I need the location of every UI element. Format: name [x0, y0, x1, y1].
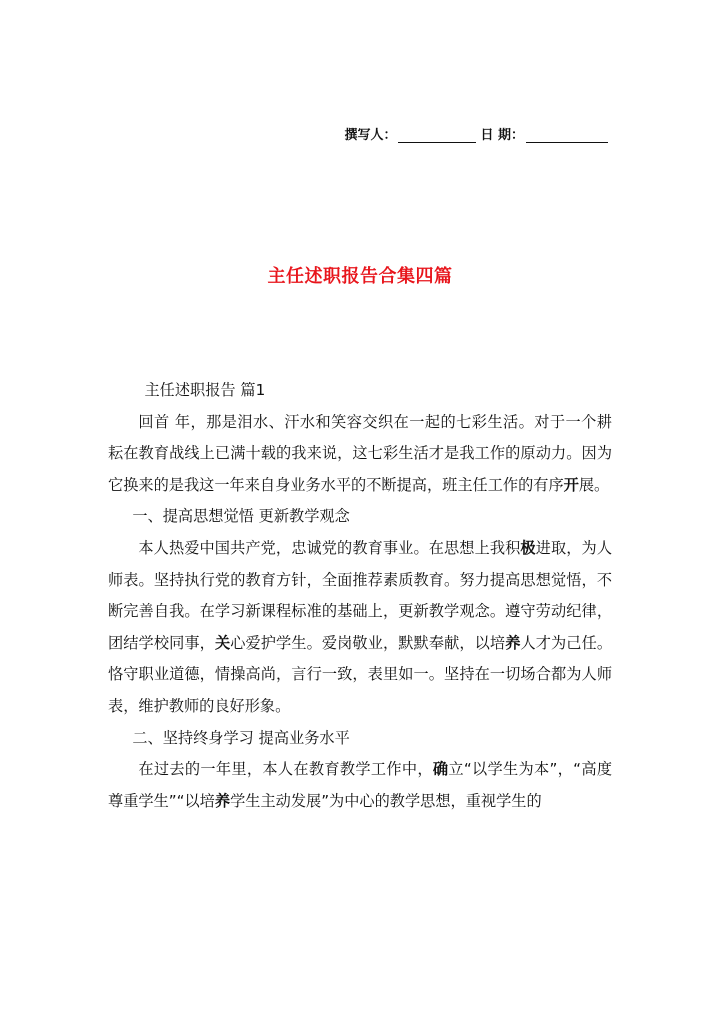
text-segment: 回首 年，那是泪水、汗水和笑容交织在一起的七彩生活。对于一个耕耘在教育战线上已满十载的我来说，这七彩生活才是我工作的原动力。因为它换来的是我这一年来自身业务水平的不断提高，班主任工作的有序	[108, 412, 612, 494]
author-label: 撰写人：	[344, 128, 397, 143]
text-segment: 本人热爱中国共产党，忠诚党的教育事业。在思想上我积	[138, 538, 521, 557]
text-segment: 心爱护学生。爱岗敬业，默默奉献，以培	[230, 633, 506, 652]
text-segment: 养	[505, 633, 521, 652]
body-paragraph	[108, 407, 612, 502]
date-label: 日 期：	[480, 128, 524, 143]
text-segment: 二、坚持终身学习 提高业务水平	[132, 728, 350, 747]
text-segment: 展。	[578, 475, 610, 494]
text-segment: 关	[214, 633, 231, 652]
text-segment: 在过去的一年里，本人在教育教学工作中，	[138, 760, 433, 779]
text-segment: 一、提高思想觉悟 更新教学观念	[132, 507, 350, 526]
date-blank	[526, 129, 608, 143]
section-heading	[108, 723, 612, 755]
text-segment: 极	[520, 538, 536, 557]
text-segment: 确	[432, 760, 449, 779]
text-segment: 养	[214, 791, 231, 810]
text-segment: 立“以学生为本”，“高度尊重学生”“以培	[108, 760, 613, 810]
article-heading: 主任述职报告 篇1	[144, 381, 266, 399]
text-segment: 开	[563, 475, 579, 494]
author-blank	[398, 129, 476, 143]
text-segment: 学生主动发展”为中心的教学思想，重视学生的	[230, 791, 542, 810]
body-paragraph	[108, 533, 612, 723]
document-body	[108, 375, 612, 817]
section-heading	[108, 501, 612, 533]
author-date-line	[344, 124, 612, 143]
text-segment: 人才为己任。恪守职业道德，情操高尚，言行一致，表里如一。坚持在一切场合都为人师表，维护教师的良好形象。	[108, 633, 613, 715]
document-title: 主任述职报告合集四篇	[267, 266, 453, 287]
body-paragraph	[108, 754, 612, 817]
text-segment: 进取，为人师表。坚持执行党的教育方针，全面推荐素质教育。努力提高思想觉悟，不断完善自我。在学习新课程标准的基础上，更新教学观念。遵守劳动纪律，团结学校同事，	[108, 538, 613, 652]
